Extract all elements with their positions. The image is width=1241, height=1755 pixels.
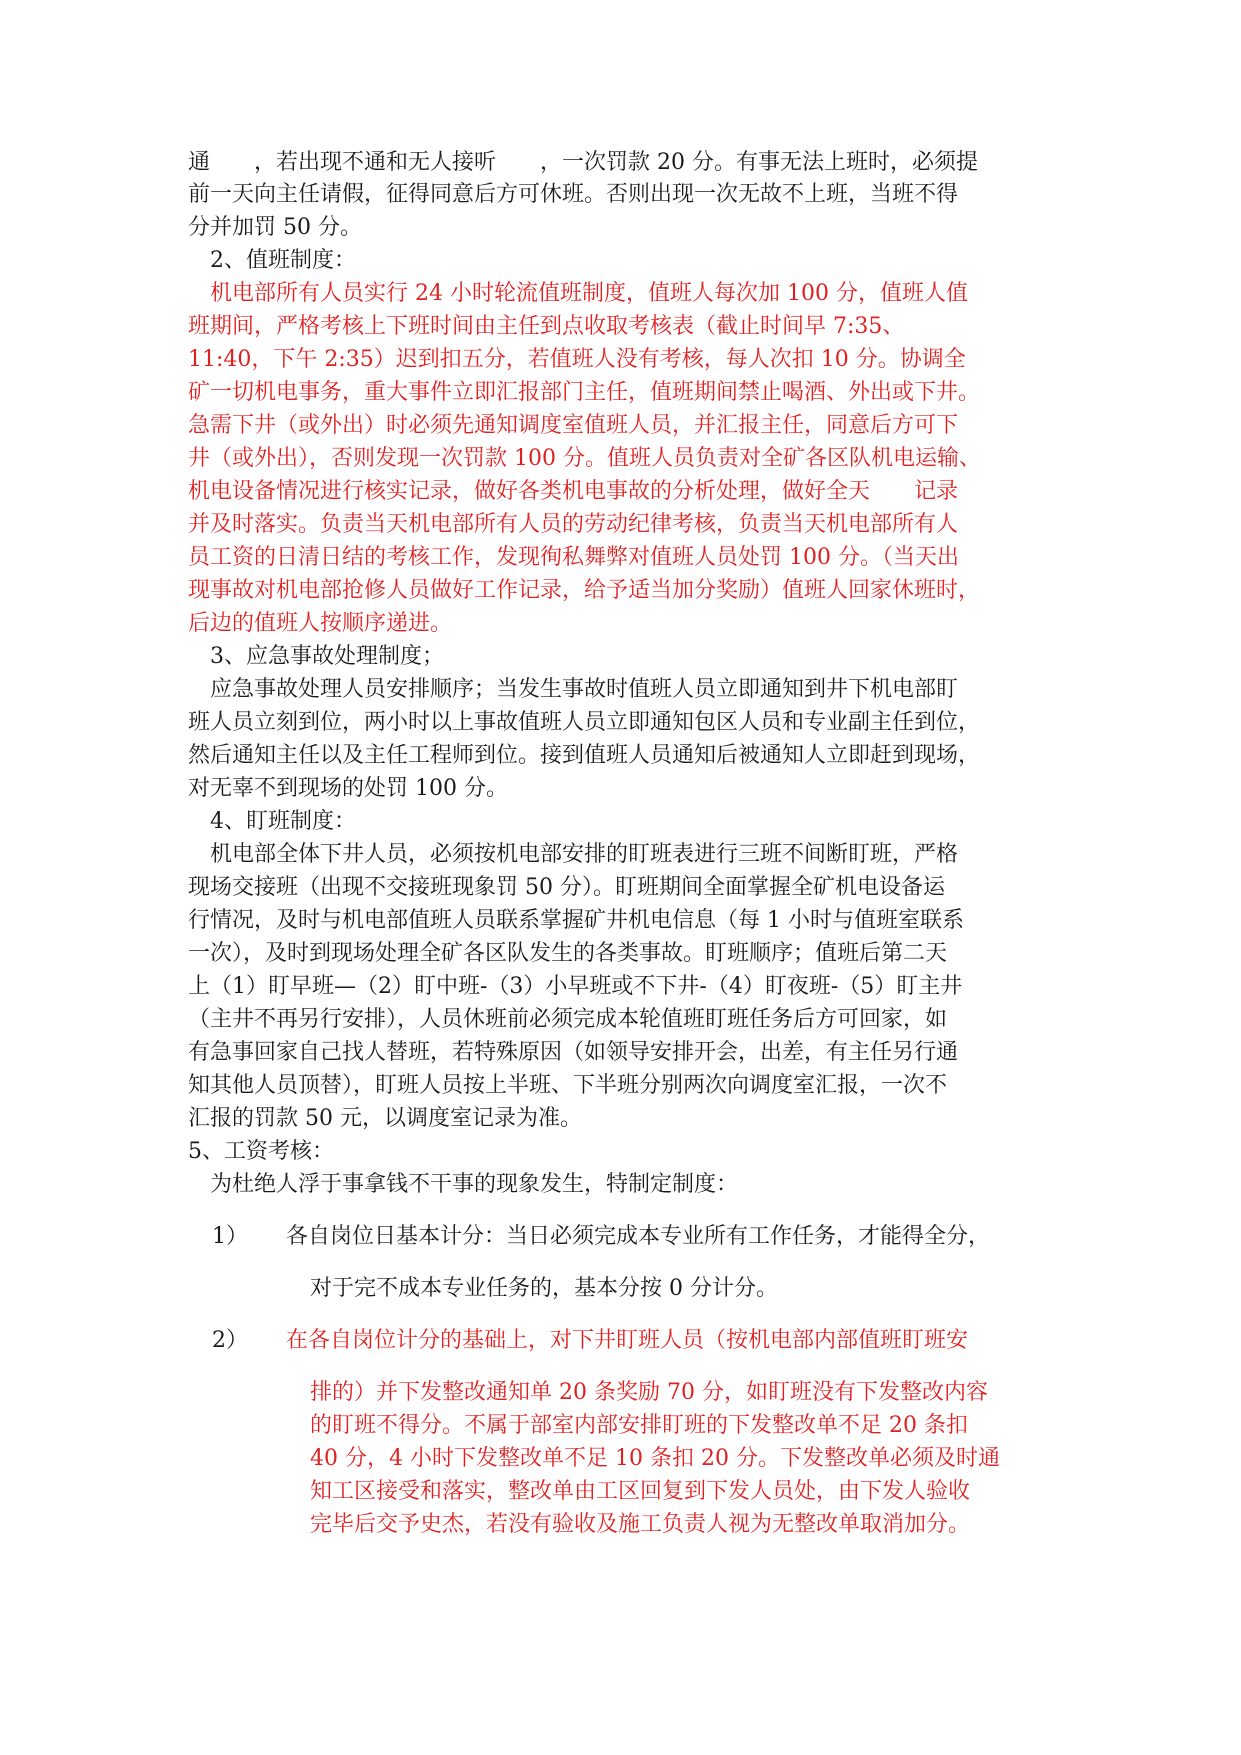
duty-line: 急需下井（或外出）时必须先通知调度室值班人员，并汇报主任，同意后方可下: [188, 413, 959, 438]
wage-intro: 为杜绝人浮于事拿钱不干事的现象发生，特制定制度：: [210, 1172, 739, 1197]
duty-line: 现事故对机电部抢修人员做好工作记录，给予适当加分奖励）值班人回家休班时，: [188, 578, 981, 603]
section-heading-shift: 4、盯班制度：: [210, 809, 356, 834]
shift-line: 一次），及时到现场处理全矿各区队发生的各类事故。盯班顺序；值班后第二天: [188, 941, 948, 966]
duty-line: 并及时落实。负责当天机电部所有人员的劳动纪律考核，负责当天机电部所有人: [188, 512, 959, 537]
shift-line: 现场交接班（出现不交接班现象罚 50 分）。盯班期间全面掌握全矿机电设备运: [188, 875, 945, 900]
wage-item-line: 在各自岗位计分的基础上，对下井盯班人员（按机电部内部值班盯班安: [286, 1328, 969, 1353]
duty-line: 11:40，下午 2:35）迟到扣五分，若值班人没有考核，每人次扣 10 分。协调全: [188, 347, 966, 372]
duty-line: 矿一切机电事务，重大事件立即汇报部门主任，值班期间禁止喝酒、外出或下井。: [188, 380, 981, 405]
wage-item-line: 40 分，4 小时下发整改单不足 10 条扣 20 分。下发整改单必须及时通: [310, 1446, 1000, 1471]
wage-item-line: 完毕后交予史杰，若没有验收及施工负责人视为无整改单取消加分。: [310, 1512, 971, 1537]
emergency-line: 班人员立刻到位，两小时以上事故值班人员立即通知包区人员和专业副主任到位，: [188, 710, 981, 735]
wage-item-line: 的盯班不得分。不属于部室内部安排盯班的下发整改单不足 20 条扣: [310, 1413, 968, 1438]
duty-line: 员工资的日清日结的考核工作，发现徇私舞弊对值班人员处罚 100 分。（当天出: [188, 545, 959, 570]
shift-line: 知其他人员顶替），盯班人员按上半班、下半班分别两次向调度室汇报，一次不: [188, 1073, 948, 1098]
duty-line: 机电设备情况进行核实记录，做好各类机电事故的分析处理，做好全天 记录: [188, 479, 959, 504]
section-heading-wage: 5、工资考核：: [188, 1139, 334, 1164]
shift-line: 有急事回家自己找人替班，若特殊原因（如领导安排开会，出差，有主任另行通: [188, 1040, 959, 1065]
emergency-line: 对无辜不到现场的处罚 100 分。: [188, 776, 508, 801]
section-heading-duty: 2、值班制度：: [210, 248, 356, 273]
list-number: 1）: [212, 1224, 248, 1249]
duty-line: 井（或外出），否则发现一次罚款 100 分。值班人员负责对全矿各区队机电运输、: [188, 446, 981, 471]
emergency-line: 然后通知主任以及主任工程师到位。接到值班人员通知后被通知人立即赶到现场，: [188, 743, 981, 768]
section-heading-emergency: 3、应急事故处理制度；: [210, 644, 444, 669]
emergency-line: 应急事故处理人员安排顺序；当发生事故时值班人员立即通知到井下机电部盯: [210, 677, 959, 702]
list-number: 2）: [212, 1328, 248, 1353]
duty-line: 后边的值班人按顺序递进。: [188, 611, 453, 636]
intro-line: 通 ，若出现不通和无人接听 ，一次罚款 20 分。有事无法上班时，必须提: [188, 150, 978, 175]
wage-item-line: 排的）并下发整改通知单 20 条奖励 70 分，如盯班没有下发整改内容: [310, 1380, 988, 1405]
shift-line: 行情况，及时与机电部值班人员联系掌握矿井机电信息（每 1 小时与值班室联系: [188, 908, 964, 933]
shift-line: 机电部全体下井人员，必须按机电部安排的盯班表进行三班不间断盯班，严格: [210, 842, 959, 867]
shift-line: 汇报的罚款 50 元，以调度室记录为准。: [188, 1106, 582, 1131]
duty-line: 机电部所有人员实行 24 小时轮流值班制度，值班人每次加 100 分，值班人值: [210, 281, 968, 306]
wage-item-line: 对于完不成本专业任务的，基本分按 0 分计分。: [310, 1276, 778, 1301]
intro-line: 分并加罚 50 分。: [188, 215, 362, 240]
wage-item-line: 各自岗位日基本计分：当日必须完成本专业所有工作任务，才能得全分，: [286, 1224, 991, 1249]
wage-item-line: 知工区接受和落实，整改单由工区回复到下发人员处，由下发人验收: [310, 1479, 971, 1504]
shift-line: 上（1）盯早班—（2）盯中班-（3）小早班或不下井-（4）盯夜班-（5）盯主井: [188, 974, 963, 999]
shift-line: （主井不再另行安排），人员休班前必须完成本轮值班盯班任务后方可回家，如: [188, 1007, 948, 1032]
intro-line: 前一天向主任请假，征得同意后方可休班。否则出现一次无故不上班，当班不得: [188, 182, 959, 207]
duty-line: 班期间，严格考核上下班时间由主任到点收取考核表（截止时间早 7:35、: [188, 314, 905, 339]
